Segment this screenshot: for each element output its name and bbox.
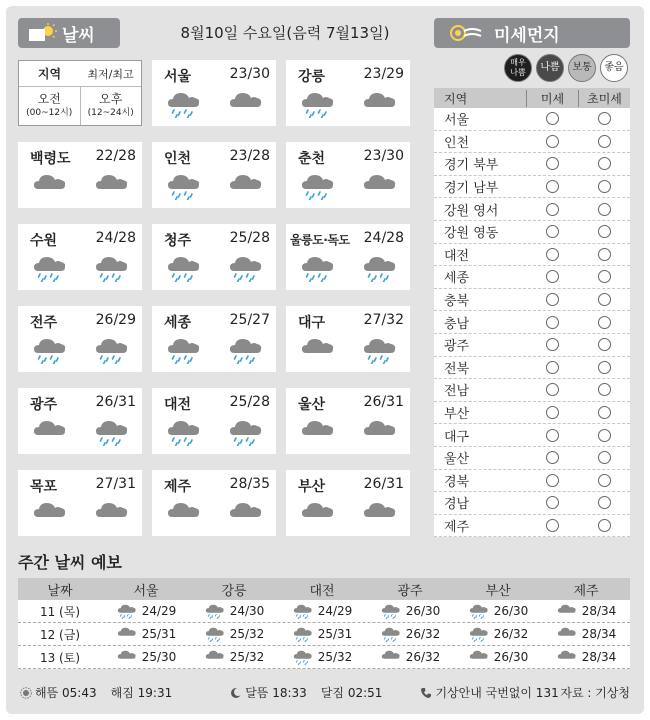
rain-icon: [300, 172, 336, 200]
dust-row: [434, 198, 630, 221]
weekly-temp: 25/32: [317, 650, 353, 664]
city-cell: [286, 388, 410, 454]
dust-region: 서울: [444, 113, 470, 129]
cloud-icon: [362, 172, 398, 200]
weekly-cell: [366, 626, 454, 642]
rain-icon: [204, 603, 226, 619]
weekly-cell: [102, 649, 190, 665]
pm10-indicator: [546, 383, 559, 396]
city-cell: [152, 224, 276, 290]
weekly-temp: 25/32: [229, 650, 265, 664]
weekly-temp: 26/30: [405, 604, 441, 618]
weekly-cell: [278, 603, 366, 619]
rain-icon: [94, 336, 130, 364]
pm25-indicator: [598, 248, 611, 261]
weekly-temp: 28/34: [581, 627, 617, 641]
weather-title: 날씨: [62, 25, 95, 46]
weekly-head-city: 강릉: [221, 583, 247, 599]
dust-region: 인천: [444, 135, 470, 151]
city-cell: [286, 306, 410, 372]
cloud-icon: [556, 649, 578, 665]
weekly-temp: 24/29: [317, 604, 353, 618]
weekly-cell: [278, 649, 366, 665]
moonset-info: 달짐 02:51: [320, 685, 383, 700]
pm25-indicator: [598, 496, 611, 509]
dust-region: 대구: [444, 429, 470, 445]
forecast-legend: [18, 60, 142, 126]
city-temp: 28/35: [229, 476, 270, 492]
dust-region: 경기 남부: [444, 181, 499, 197]
pm25-indicator: [598, 474, 611, 487]
dust-row: [434, 379, 630, 402]
city-temp: 23/30: [363, 148, 404, 164]
pm10-indicator: [546, 112, 559, 125]
cloud-icon: [300, 500, 336, 528]
pm25-indicator: [598, 451, 611, 464]
weekly-row: [18, 646, 630, 669]
weekly-date: 13 (토): [39, 650, 81, 665]
city-name: 세종: [164, 315, 192, 331]
cloud-icon: [300, 336, 336, 364]
dust-table: [434, 88, 630, 537]
cloud-icon: [116, 649, 138, 665]
weekly-cell: [190, 649, 278, 665]
cloud-icon: [32, 172, 68, 200]
weekly-head-city: 제주: [573, 583, 599, 599]
rain-icon: [468, 603, 490, 619]
rain-icon: [468, 626, 490, 642]
legend-minmax: 최저/최고: [87, 67, 134, 81]
rain-icon: [32, 336, 68, 364]
dust-header: [434, 18, 630, 48]
moonrise-info: 달뜸 18:33: [230, 684, 307, 701]
sun-icon: [20, 687, 32, 699]
badge-very-bad: 매우 나쁨: [504, 54, 532, 82]
city-name: 인천: [164, 151, 192, 167]
weekly-cell: [542, 603, 630, 619]
weekly-cell: [190, 603, 278, 619]
city-name: 춘천: [298, 151, 326, 167]
pm10-indicator: [546, 203, 559, 216]
weekly-temp: 25/31: [141, 627, 177, 641]
rain-icon: [362, 254, 398, 282]
pm10-indicator: [546, 361, 559, 374]
weekly-title: 주간 날씨 예보: [18, 553, 122, 572]
weekly-row: [18, 623, 630, 646]
dust-region: 강원 영서: [444, 203, 499, 219]
weekly-date: 11 (목): [39, 604, 81, 619]
dust-region: 강원 영동: [444, 226, 499, 242]
cloud-icon: [228, 172, 264, 200]
city-name: 제주: [164, 479, 192, 495]
dust-row: [434, 108, 630, 131]
weekly-cell: [278, 626, 366, 642]
pm10-indicator: [546, 496, 559, 509]
cloud-icon: [300, 418, 336, 446]
dust-row: [434, 357, 630, 380]
cloud-icon: [556, 626, 578, 642]
dust-region: 광주: [444, 339, 470, 355]
city-temp: 23/28: [229, 148, 270, 164]
badge-bad: 나쁨: [536, 54, 564, 82]
city-name: 광주: [30, 397, 58, 413]
weekly-temp: 25/31: [317, 627, 353, 641]
pm10-indicator: [546, 180, 559, 193]
city-cell: [152, 388, 276, 454]
rain-icon: [292, 603, 314, 619]
sunrise-info: 해뜸 05:43: [20, 684, 97, 701]
city-temp: 24/28: [95, 230, 136, 246]
pm10-indicator: [546, 519, 559, 532]
city-temp: 26/29: [95, 312, 136, 328]
phone-icon: [420, 687, 432, 699]
weekly-head-city: 부산: [485, 583, 511, 599]
city-name: 전주: [30, 315, 58, 331]
pm10-indicator: [546, 293, 559, 306]
rain-icon: [166, 336, 202, 364]
dust-row: [434, 131, 630, 154]
cloud-icon: [228, 90, 264, 118]
city-cell: [286, 224, 410, 290]
dust-row: [434, 289, 630, 312]
pm25-indicator: [598, 429, 611, 442]
pm10-indicator: [546, 270, 559, 283]
pm25-indicator: [598, 225, 611, 238]
pm25-indicator: [598, 316, 611, 329]
city-name: 청주: [164, 233, 192, 249]
pm10-indicator: [546, 429, 559, 442]
pm10-indicator: [546, 316, 559, 329]
dust-panel: [434, 52, 630, 540]
pm25-indicator: [598, 180, 611, 193]
dust-icon: [448, 23, 484, 43]
dust-region: 대전: [444, 248, 470, 264]
weekly-temp: 26/32: [493, 627, 529, 641]
rain-icon: [166, 418, 202, 446]
weekly-table: [18, 578, 630, 669]
cloud-icon: [32, 500, 68, 528]
city-cell: [18, 142, 142, 208]
city-cell: [18, 306, 142, 372]
weekly-cell: [542, 626, 630, 642]
pm25-indicator: [598, 293, 611, 306]
city-name: 울산: [298, 397, 326, 413]
weekly-cell: [454, 626, 542, 642]
rain-icon: [32, 254, 68, 282]
city-temp: 24/28: [363, 230, 404, 246]
pm25-indicator: [598, 519, 611, 532]
cloud-icon: [362, 418, 398, 446]
dust-row: [434, 402, 630, 425]
date-text: 8월10일 수요일(음력 7월13일): [180, 24, 390, 42]
pm25-indicator: [598, 157, 611, 170]
city-name: 대구: [298, 315, 326, 331]
weekly-cell: [190, 626, 278, 642]
weather-header: [18, 18, 120, 48]
rain-icon: [362, 336, 398, 364]
rain-icon: [380, 603, 402, 619]
weekly-head-city: 대전: [309, 583, 335, 599]
moon-icon: [230, 687, 242, 699]
dust-row: [434, 447, 630, 470]
cloud-icon: [116, 626, 138, 642]
weekly-temp: 28/34: [581, 604, 617, 618]
pm25-indicator: [598, 383, 611, 396]
dust-region: 충남: [444, 316, 470, 332]
city-temp: 23/29: [363, 66, 404, 82]
dust-row: [434, 334, 630, 357]
rain-icon: [94, 254, 130, 282]
weekly-temp: 28/34: [581, 650, 617, 664]
cloud-icon: [228, 500, 264, 528]
rain-icon: [292, 649, 314, 665]
cloud-icon: [468, 649, 490, 665]
weekly-temp: 26/30: [493, 650, 529, 664]
city-cell: [286, 470, 410, 536]
city-name: 강릉: [298, 69, 326, 85]
legend-pm: 오후 (12~24시): [87, 92, 134, 118]
pm10-indicator: [546, 451, 559, 464]
dust-region: 경남: [444, 497, 470, 513]
badge-normal: 보통: [568, 54, 596, 82]
legend-region: 지역: [37, 67, 62, 81]
weekly-head-city: 서울: [133, 583, 159, 599]
weekly-head-date: 날짜: [47, 583, 73, 599]
weekly-cell: [542, 649, 630, 665]
weekly-cell: [366, 603, 454, 619]
city-temp: 27/31: [95, 476, 136, 492]
city-cell: [286, 142, 410, 208]
city-cell: [152, 60, 276, 126]
rain-icon: [300, 90, 336, 118]
rain-icon: [204, 626, 226, 642]
weekly-cell: [454, 649, 542, 665]
pm25-indicator: [598, 135, 611, 148]
weekly-temp: 24/29: [141, 604, 177, 618]
weekly-cell: [366, 649, 454, 665]
pm25-indicator: [598, 361, 611, 374]
rain-icon: [228, 254, 264, 282]
dust-row: [434, 424, 630, 447]
dust-region: 전북: [444, 361, 470, 377]
rain-icon: [94, 418, 130, 446]
pm10-indicator: [546, 135, 559, 148]
city-name: 울릉도·독도: [290, 233, 350, 247]
dust-row: [434, 492, 630, 515]
weekly-header: [18, 578, 630, 600]
city-cell: [152, 306, 276, 372]
dust-region: 부산: [444, 407, 470, 423]
city-temp: 25/28: [229, 230, 270, 246]
dust-legend: [504, 54, 628, 82]
weekly-temp: 26/30: [493, 604, 529, 618]
city-temp: 26/31: [363, 476, 404, 492]
pm25-indicator: [598, 112, 611, 125]
city-name: 부산: [298, 479, 326, 495]
dust-region: 경기 북부: [444, 158, 499, 174]
weekly-temp: 25/32: [229, 627, 265, 641]
dust-row: [434, 153, 630, 176]
cloud-icon: [204, 649, 226, 665]
dust-row: [434, 311, 630, 334]
city-name: 수원: [30, 233, 58, 249]
rain-icon: [166, 172, 202, 200]
dust-region: 충북: [444, 294, 470, 310]
city-temp: 25/27: [229, 312, 270, 328]
legend-am: 오전 (00~12시): [19, 87, 81, 125]
pm10-indicator: [546, 157, 559, 170]
sun-cloud-icon: [28, 23, 58, 43]
pm10-indicator: [546, 248, 559, 261]
dust-row: [434, 470, 630, 493]
dust-row: [434, 266, 630, 289]
rain-icon: [228, 418, 264, 446]
cloud-icon: [94, 172, 130, 200]
pm25-indicator: [598, 203, 611, 216]
rain-icon: [116, 603, 138, 619]
city-cell: [18, 224, 142, 290]
cloud-icon: [362, 500, 398, 528]
sunset-info: 해짐 19:31: [110, 685, 173, 700]
city-temp: 22/28: [95, 148, 136, 164]
pm10-indicator: [546, 225, 559, 238]
city-temp: 26/31: [363, 394, 404, 410]
dust-region: 울산: [444, 452, 470, 468]
pm25-indicator: [598, 338, 611, 351]
city-name: 백령도: [30, 151, 71, 167]
dust-row: [434, 176, 630, 199]
pm25-indicator: [598, 406, 611, 419]
footer: [18, 682, 630, 702]
dust-region: 세종: [444, 271, 470, 287]
rain-icon: [166, 90, 202, 118]
city-temp: 25/28: [229, 394, 270, 410]
cloud-icon: [32, 418, 68, 446]
city-temp: 23/30: [229, 66, 270, 82]
rain-icon: [228, 336, 264, 364]
dust-row: [434, 221, 630, 244]
city-forecast-grid: [18, 60, 410, 540]
dust-region: 경북: [444, 474, 470, 490]
city-temp: 27/32: [363, 312, 404, 328]
city-cell: [18, 470, 142, 536]
city-name: 목포: [30, 479, 58, 495]
dust-table-header: 지역 미세 초미세: [434, 88, 630, 108]
city-name: 서울: [164, 69, 192, 85]
pm10-indicator: [546, 338, 559, 351]
cloud-icon: [94, 500, 130, 528]
source-info: 자료 : 기상청: [560, 685, 630, 700]
weekly-date: 12 (금): [39, 627, 81, 642]
weekly-cell: [454, 603, 542, 619]
weekly-temp: 26/32: [405, 650, 441, 664]
badge-good: 좋음: [600, 54, 628, 82]
dust-region: 전남: [444, 384, 470, 400]
city-cell: [152, 142, 276, 208]
rain-icon: [300, 254, 336, 282]
rain-icon: [380, 626, 402, 642]
weekly-cell: [102, 626, 190, 642]
cloud-icon: [556, 603, 578, 619]
dust-title: 미세먼지: [494, 25, 560, 46]
city-cell: [18, 388, 142, 454]
dust-row: [434, 515, 630, 538]
hotline-info: 기상안내 국번없이 131: [420, 684, 558, 701]
weekly-row: [18, 600, 630, 623]
rain-icon: [292, 626, 314, 642]
weekly-temp: 25/30: [141, 650, 177, 664]
city-name: 대전: [164, 397, 192, 413]
pm10-indicator: [546, 474, 559, 487]
weekly-temp: 24/30: [229, 604, 265, 618]
dust-row: [434, 244, 630, 267]
pm10-indicator: [546, 406, 559, 419]
weekly-cell: [102, 603, 190, 619]
rain-icon: [166, 254, 202, 282]
city-cell: [286, 60, 410, 126]
weekly-head-city: 광주: [397, 583, 423, 599]
city-cell: [152, 470, 276, 536]
city-temp: 26/31: [95, 394, 136, 410]
pm25-indicator: [598, 270, 611, 283]
cloud-icon: [166, 500, 202, 528]
dust-region: 제주: [444, 519, 470, 535]
weekly-temp: 26/32: [405, 627, 441, 641]
cloud-icon: [380, 649, 402, 665]
cloud-icon: [362, 90, 398, 118]
